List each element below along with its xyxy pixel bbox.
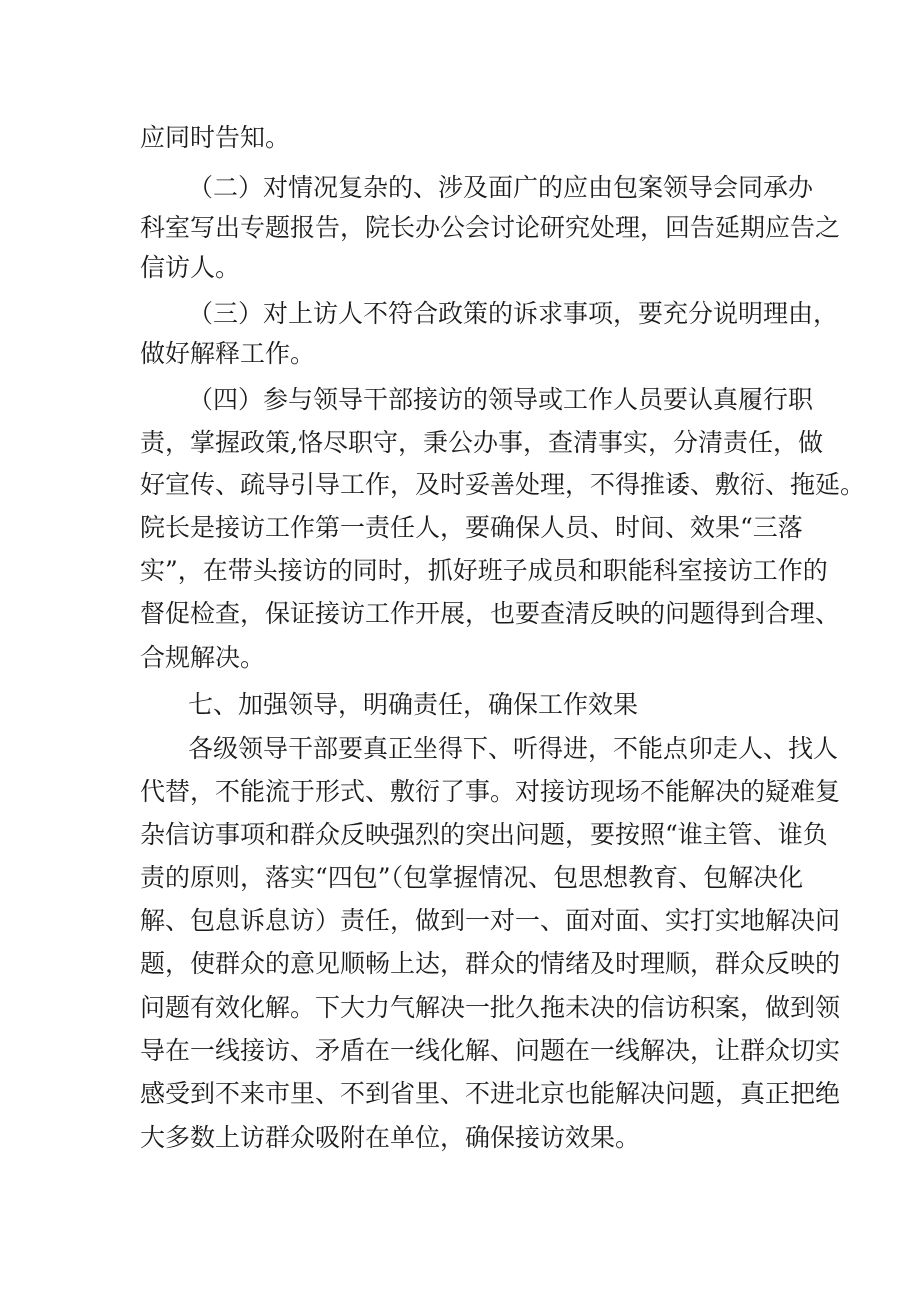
text-line: 院长是接访工作第一责任人，要确保人员、时间、效果“三落 [140,513,803,542]
text-line: 好宣传、疏导引导工作，及时妥善处理，不得推诿、敷衍、拖延。 [140,470,866,499]
text-line: 合规解决。 [140,643,266,672]
text-line: 实”，在带头接访的同时，抓好班子成员和职能科室接访工作的 [140,556,828,585]
text-line: 责，掌握政策,恪尽职守，秉公办事，查清事实，分清责任，做 [140,428,823,457]
text-line: 题，使群众的意见顺畅上达，群众的情绪及时理顺，群众反映的 [140,949,841,978]
text-line: 大多数上访群众吸附在单位，确保接访效果。 [140,1123,641,1152]
text-line: 做好解释工作。 [140,339,316,368]
text-line: 代替，不能流于形式、敷衍了事。对接访现场不能解决的疑难复 [140,777,841,806]
text-line: （四）参与领导干部接访的领导或工作人员要认真履行职 [188,385,814,414]
text-line: 各级领导干部要真正坐得下、听得进，不能点卯走人、找人 [188,734,839,763]
text-line: 信访人。 [140,253,241,282]
text-line: 问题有效化解。下大力气解决一批久拖未决的信访积案，做到领 [140,993,841,1022]
text-line: 感受到不来市里、不到省里、不进北京也能解决问题，真正把绝 [140,1079,841,1108]
text-line: 导在一线接访、矛盾在一线化解、问题在一线解决，让群众切实 [140,1036,841,1065]
text-line: 科室写出专题报告，院长办公会讨论研究处理，回告延期应告之 [140,213,841,242]
text-line: 责的原则，落实“四包”（包掌握情况、包思想教育、包解决化 [140,863,804,892]
text-line: 解、包息诉息访）责任，做到一对一、面对面、实打实地解决问 [140,906,841,935]
text-line: （三）对上访人不符合政策的诉求事项，要充分说明理由， [188,299,839,328]
text-line: 应同时告知。 [140,123,291,152]
text-line: 督促检查，保证接访工作开展，也要查清反映的问题得到合理、 [140,599,841,628]
text-line: （二）对情况复杂的、涉及面广的应由包案领导会同承办 [188,173,814,202]
section-heading: 七、加强领导，明确责任，确保工作效果 [188,690,639,719]
text-line: 杂信访事项和群众反映强烈的突出问题，要按照“谁主管、谁负 [140,820,828,849]
